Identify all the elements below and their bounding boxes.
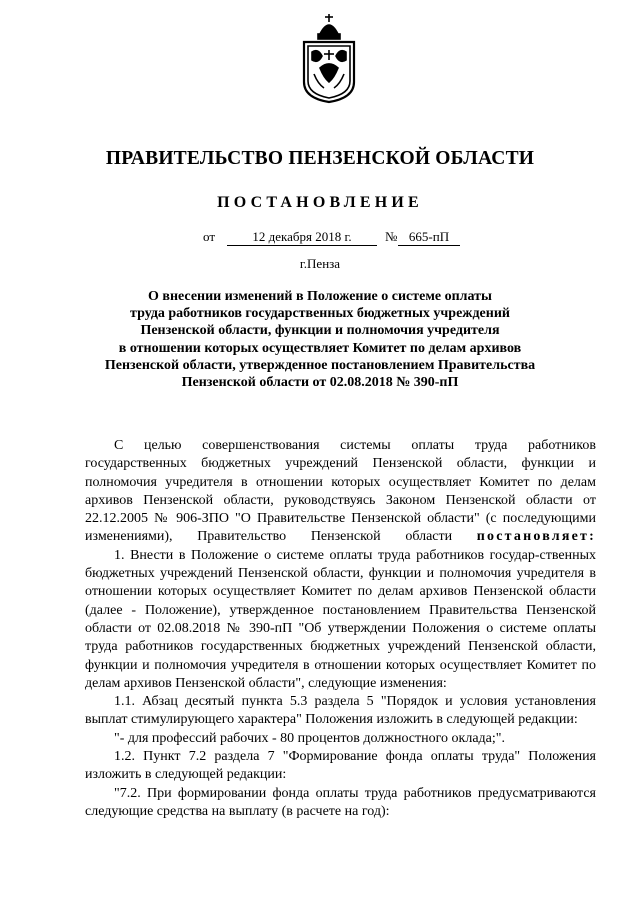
city: г.Пенза: [299, 256, 341, 271]
subject-line: О внесении изменений в Положение о системе оплаты: [148, 289, 492, 304]
paragraph-1: 1. Внести в Положение о системе оплаты труда работников государ-ственных бюджетных учреждений Пензенской области, функции и полномочия учредителя в отношении которых осуществляет Комитет по делам архивов Пензенской области (далее - Положение), утвержденное постановлением Правительства Пензенской области от 02.08.2018 № 390-пП "Об утверждении Положения о системе оплаты труда работников государственных бюджетных учреждений Пензенской области, функции и полномочия учредителя в отношении которых осуществляет Комитет по делам архивов Пензенской области", следующие изменения:: [85, 547, 596, 691]
government-title: ПРАВИТЕЛЬСТВО ПЕНЗЕНСКОЙ ОБЛАСТИ: [105, 148, 535, 169]
paragraph-1-2: 1.2. Пункт 7.2 раздела 7 "Формирование фонда оплаты труда" Положения изложить в следующей редакции:: [85, 749, 596, 783]
intro-paragraph: [85, 437, 596, 547]
date-prefix: от: [203, 229, 216, 244]
subject-line: Пензенской области, функции и полномочия учредителя: [140, 323, 500, 339]
subject-line: труда работников государственных бюджетных учреждений: [130, 306, 510, 322]
coat-of-arms-emblem: [298, 12, 360, 104]
document-date: 12 декабря 2018 г.: [227, 229, 377, 246]
document-body: [85, 437, 596, 821]
subject-line: Пензенской области от 02.08.2018 № 390-пП: [181, 375, 459, 391]
document-number: 665-пП: [398, 229, 460, 246]
paragraph-1-1-quote: "- для профессий рабочих - 80 процентов должностного оклада;".: [114, 730, 505, 746]
decree-word: постановляет:: [476, 529, 596, 545]
document-subject: [90, 288, 550, 391]
intro-text: С целью совершенствования системы оплаты труда работников государственных бюджетных учреждений Пензенской области, функции и полномочия учредителя в отношении которых осуществляет Комитет по делам архивов Пензенской области, руководствуясь Законом Пензенской области от 22.12.2005 № 906-ЗПО "О Правительстве Пензенской области" (с последующими изменениями), Правительство Пензенской области: [85, 438, 596, 545]
number-prefix: №: [385, 229, 398, 244]
paragraph-1-1: 1.1. Абзац десятый пункта 5.3 раздела 5 "Порядок и условия установления выплат стимулирующего характера" Положения изложить в следующей редакции:: [85, 694, 596, 728]
paragraph-1-2-quote: "7.2. При формировании фонда оплаты труда работников предусматриваются следующие средства на выплату (в расчете на год):: [85, 785, 596, 819]
document-type: ПОСТАНОВЛЕНИЕ: [217, 194, 423, 211]
subject-line: в отношении которых осуществляет Комитет по делам архивов: [118, 340, 522, 356]
subject-line: Пензенской области, утвержденное постановлением Правительства: [104, 357, 536, 373]
